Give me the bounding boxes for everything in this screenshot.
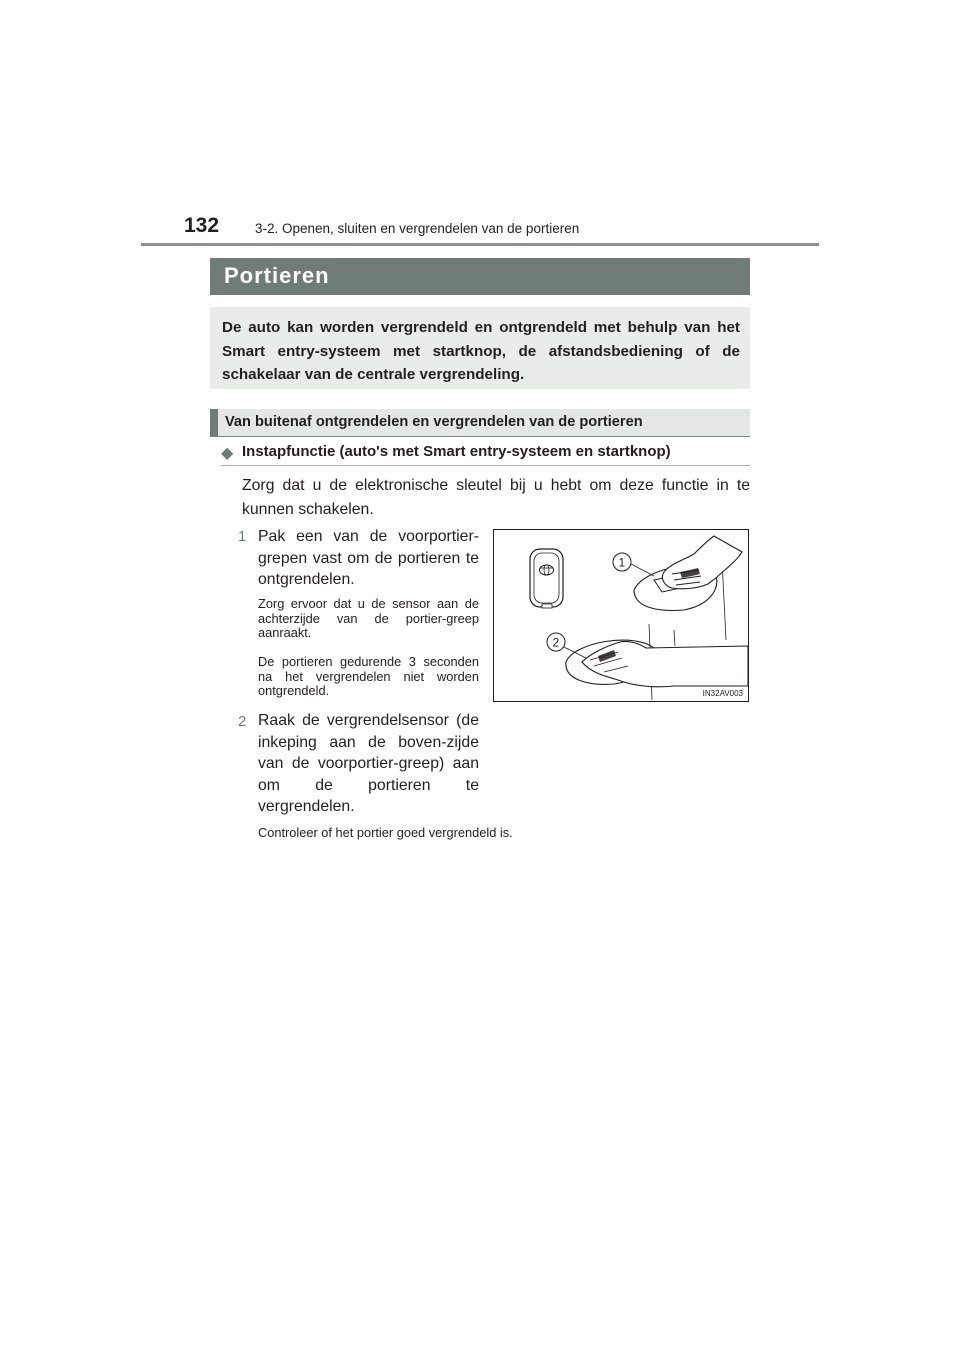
diamond-icon: ◆ xyxy=(221,445,234,462)
subsection-title: Van buitenaf ontgrendelen en vergrendelen van de portieren xyxy=(225,414,643,430)
section-title: Portieren xyxy=(224,263,330,288)
callout-number: 1 xyxy=(618,555,626,570)
feature-heading xyxy=(221,441,750,466)
section-bar xyxy=(210,258,750,295)
feature-description: Zorg dat u de elektronische sleutel bij u hebt om deze functie in te kunnen schakelen. xyxy=(242,477,750,518)
step-number: 1 xyxy=(238,528,247,545)
key-fob-icon xyxy=(530,549,563,608)
hand-icon xyxy=(662,536,742,589)
step-note: De portieren gedurende 3 seconden na het vergrendelen niet worden ontgrendeld. xyxy=(258,654,479,698)
figure xyxy=(493,529,749,702)
header-rule xyxy=(141,243,819,246)
intro-box xyxy=(210,307,750,389)
subsection-header xyxy=(210,409,750,437)
step-note: Controleer of het portier goed vergrendeld is. xyxy=(258,825,513,840)
subsection-marker xyxy=(210,409,218,436)
figure-code: IN32AV003 xyxy=(702,689,743,698)
step-note: Zorg ervoor dat u de sensor aan de achterzijde van de portier-greep aanraakt. xyxy=(258,596,479,640)
hand-icon xyxy=(582,641,748,686)
feature-title: Instapfunctie (auto's met Smart entry-systeem en startknop) xyxy=(242,443,671,460)
figure-illustration xyxy=(494,530,748,701)
callout-number: 2 xyxy=(552,635,560,650)
step-text: Pak een van de voorportier-grepen vast om de portieren te ontgrendelen. xyxy=(258,528,479,588)
intro-text: De auto kan worden vergrendeld en ontgrendeld met behulp van het Smart entry-systeem met startknop, de afstandsbediening of de schakelaar van de centrale vergrendeling. xyxy=(222,319,740,383)
step-text: Raak de vergrendelsensor (de inkeping aan de boven-zijde van de voorportier-greep) aan om de portieren te vergrendelen. xyxy=(258,712,479,815)
step-number: 2 xyxy=(238,713,247,730)
page-number: 132 xyxy=(184,214,220,237)
running-head: 3-2. Openen, sluiten en vergrendelen van de portieren xyxy=(255,221,580,236)
